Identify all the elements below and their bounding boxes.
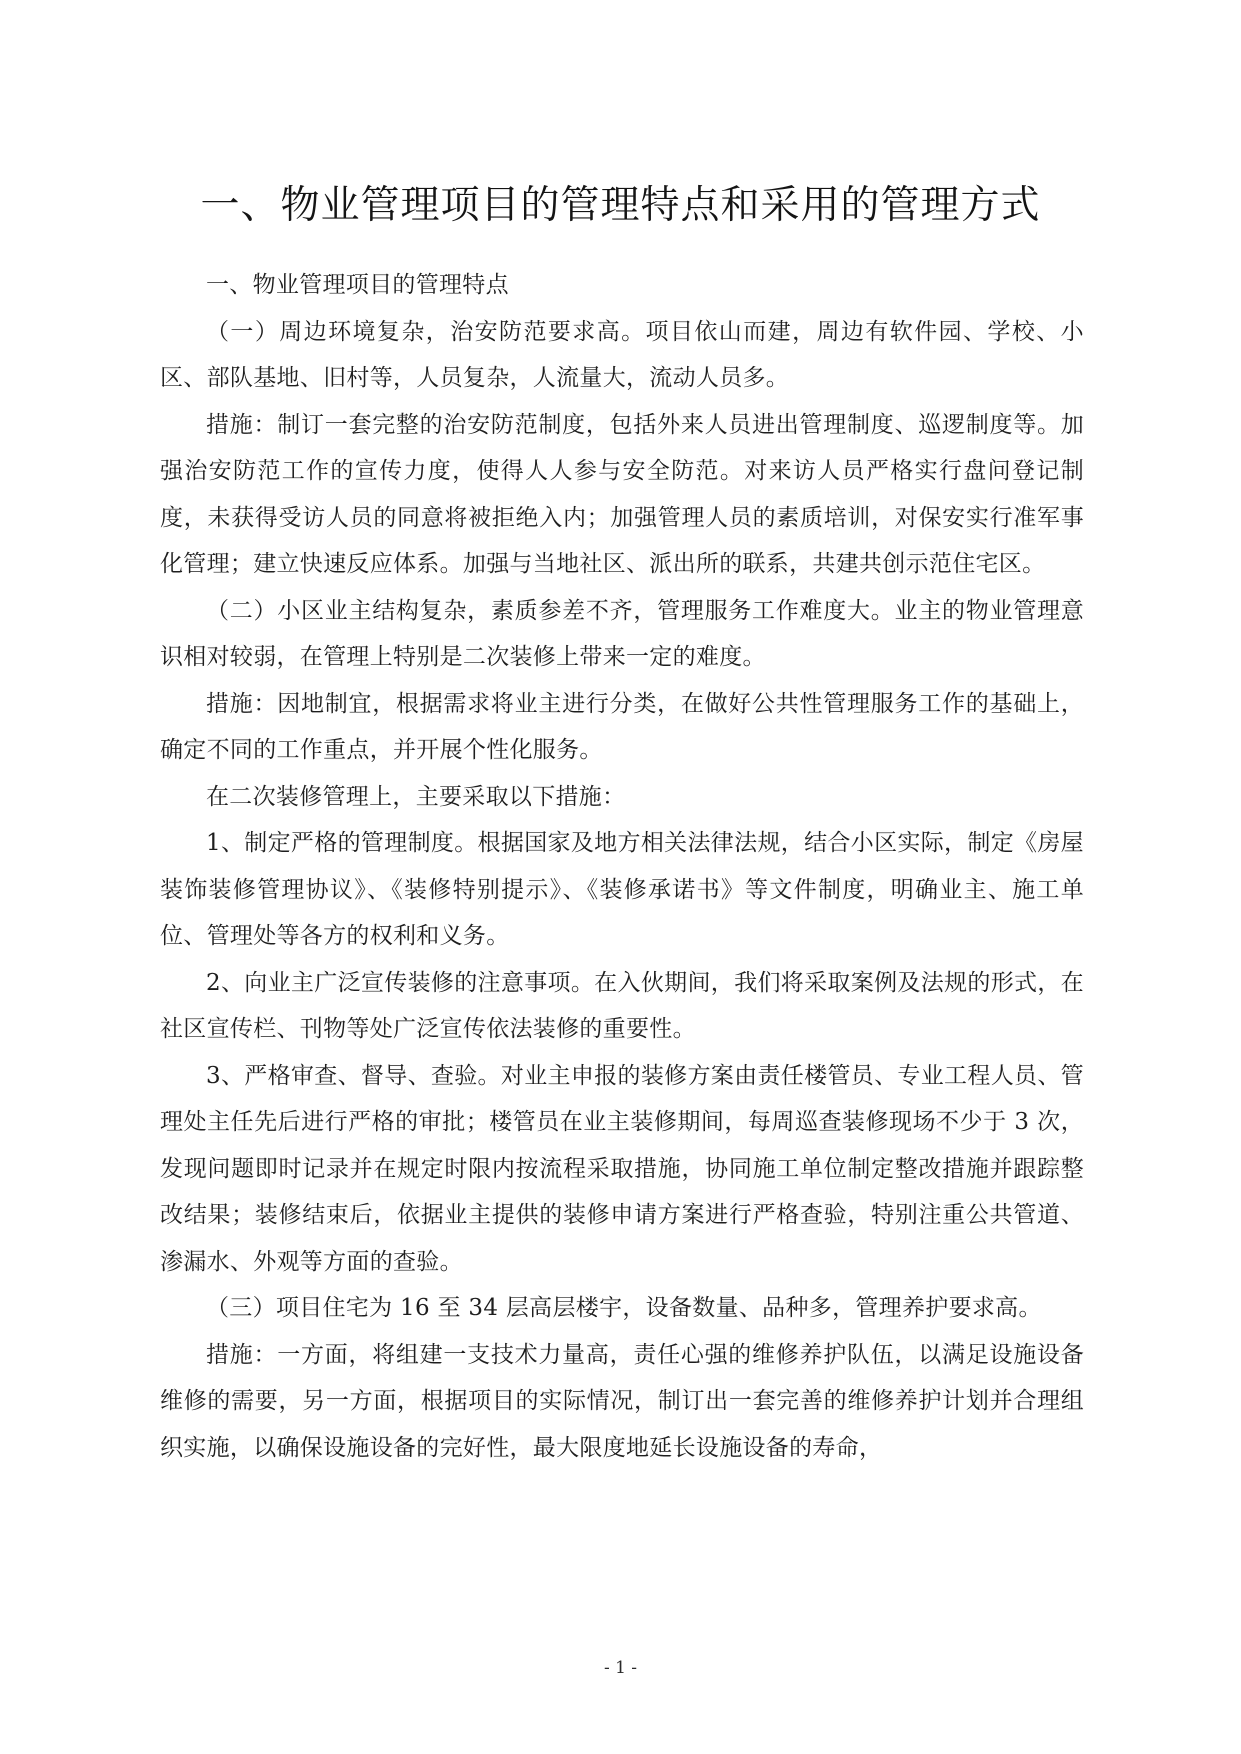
paragraph: （三）项目住宅为 16 至 34 层高层楼宇，设备数量、品种多，管理养护要求高。 [206, 1295, 1042, 1321]
paragraph: 1、制定严格的管理制度。根据国家及地方相关法律法规，结合小区实际，制定《房屋装饰装修管理协议》、《装修特别提示》、《装修承诺书》等文件制度，明确业主、施工单位、管理处等各方的权利和义务。 [160, 830, 1084, 949]
paragraph: 措施：一方面，将组建一支技术力量高，责任心强的维修养护队伍，以满足设施设备维修的需要，另一方面，根据项目的实际情况，制订出一套完善的维修养护计划并合理组织实施，以确保设施设备的完好性，最大限度地延长设施设备的寿命， [160, 1341, 1084, 1461]
paragraph: 在二次装修管理上，主要采取以下措施： [206, 783, 626, 810]
paragraph: 2、向业主广泛宣传装修的注意事项。在入伙期间，我们将采取案例及法规的形式，在社区宣传栏、刊物等处广泛宣传依法装修的重要性。 [160, 969, 1084, 1042]
document-body [160, 262, 1084, 1471]
page-number: - 1 - [603, 1658, 638, 1678]
paragraph: （二）小区业主结构复杂，素质参差不齐，管理服务工作难度大。业主的物业管理意识相对较弱，在管理上特别是二次装修上带来一定的难度。 [160, 597, 1084, 670]
paragraph: 措施：因地制宜，根据需求将业主进行分类，在做好公共性管理服务工作的基础上，确定不同的工作重点，并开展个性化服务。 [160, 690, 1084, 763]
paragraph: 措施：制订一套完整的治安防范制度，包括外来人员进出管理制度、巡逻制度等。加强治安防范工作的宣传力度，使得人人参与安全防范。对来访人员严格实行盘问登记制度，未获得受访人员的同意将被拒绝入内；加强管理人员的素质培训，对保安实行准军事化管理；建立快速反应体系。加强与当地社区、派出所的联系，共建共创示范住宅区。 [160, 411, 1084, 577]
paragraph: 3、严格审查、督导、查验。对业主申报的装修方案由责任楼管员、专业工程人员、管理处主任先后进行严格的审批；楼管员在业主装修期间，每周巡查装修现场不少于 3 次，发现问题即时记录并在规定时限内按流程采取措施，协同施工单位制定整改措施并跟踪整改结果；装修结束后，依据业主提供的装修申请方案进行严格查验，特别注重公共管道、渗漏水、外观等方面的查验。 [160, 1062, 1084, 1275]
section-heading: 一、物业管理项目的管理特点 [206, 272, 509, 298]
paragraph: （一）周边环境复杂，治安防范要求高。项目依山而建，周边有软件园、学校、小区、部队基地、旧村等，人员复杂，人流量大，流动人员多。 [160, 318, 1084, 391]
document-title: 一、物业管理项目的管理特点和采用的管理方式 [200, 183, 1041, 229]
